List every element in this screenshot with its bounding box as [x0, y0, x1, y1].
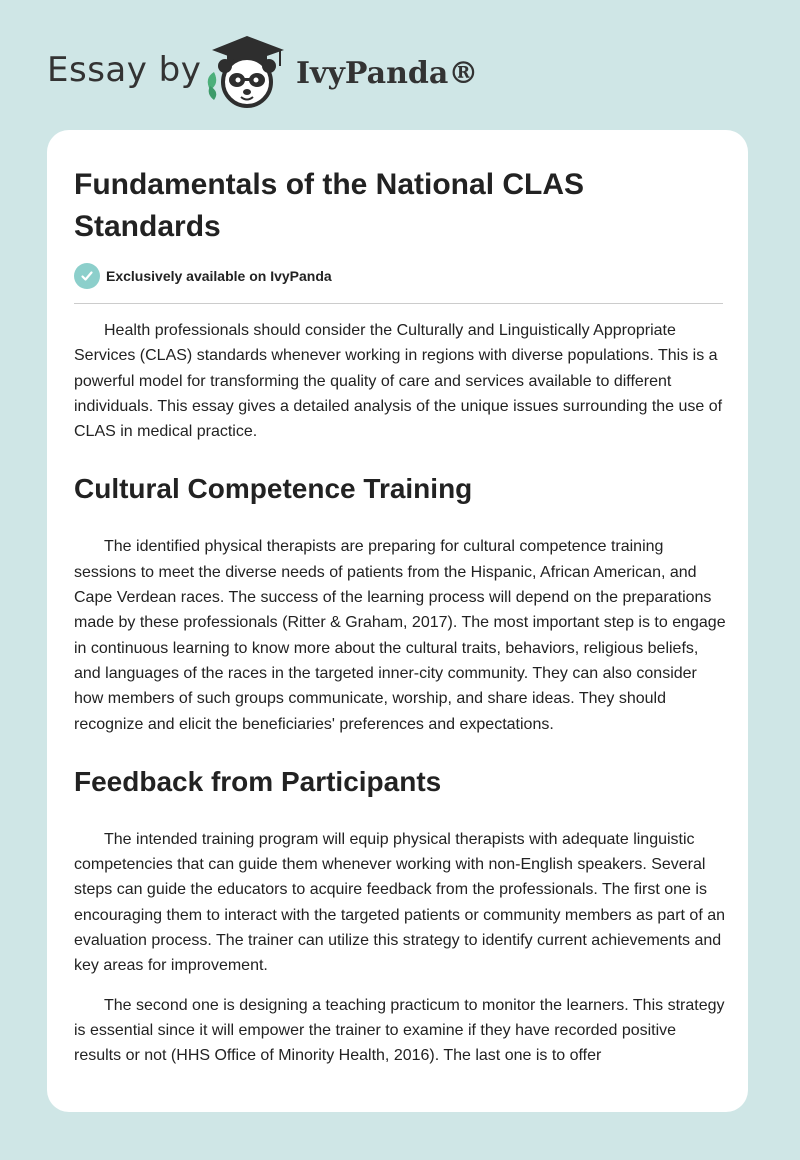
divider — [74, 303, 723, 304]
section-heading-cultural-competence: Cultural Competence Training — [74, 473, 473, 505]
site-header — [0, 0, 800, 130]
badge-text: Exclusively available on IvyPanda — [106, 268, 332, 284]
exclusive-badge — [74, 263, 332, 289]
paragraph: The intended training program will equip physical therapists with adequate linguistic competencies that can guide them whenever working with non-English speakers. Several steps can guide the educators to acquire feedback from the professionals. The first one is encouraging them to interact with the targeted patients or community members as part of an evaluation process. The trainer can utilize this strategy to identify current achievements and key areas for improvement. — [74, 830, 725, 975]
article-card — [47, 130, 748, 1112]
article-body — [74, 318, 726, 1069]
panda-graduate-icon — [200, 30, 290, 110]
article-title: Fundamentals of the National CLAS Standards — [74, 168, 585, 243]
paragraph: The identified physical therapists are preparing for cultural competence training sessions to meet the diverse needs of patients from the Hispanic, African American, and Cape Verdean races. The success of the learning process will depend on the preparations made by these professionals (Ritter & Graham, 2017). The most important step is to engage in continuous learning to know more about the cultural traits, behaviors, religious beliefs, and languages of the races in the targeted inner-city community. They can also consider how members of such groups communicate, worship, and share ideas. They should recognize and elicit the beneficiaries' preferences and expectations. — [74, 538, 726, 733]
logo-prefix: Essay by — [47, 50, 202, 90]
check-icon — [74, 263, 100, 289]
intro-paragraph: Health professionals should consider the Culturally and Linguistically Appropriate Services (CLAS) standards whenever working in regions with diverse populations. This is a powerful model for transforming the quality of care and services available to different individuals. This essay gives a detailed analysis of the unique issues surrounding the use of CLAS in medical practice. — [74, 322, 723, 441]
logo-brand: IvyPanda® — [296, 56, 479, 91]
paragraph: The second one is designing a teaching practicum to monitor the learners. This strategy is essential since it will empower the trainer to examine if they have recorded positive results or not (HHS Office of Minority Health, 2016). The last one is to offer — [74, 996, 725, 1065]
section-heading-feedback: Feedback from Participants — [74, 765, 442, 797]
